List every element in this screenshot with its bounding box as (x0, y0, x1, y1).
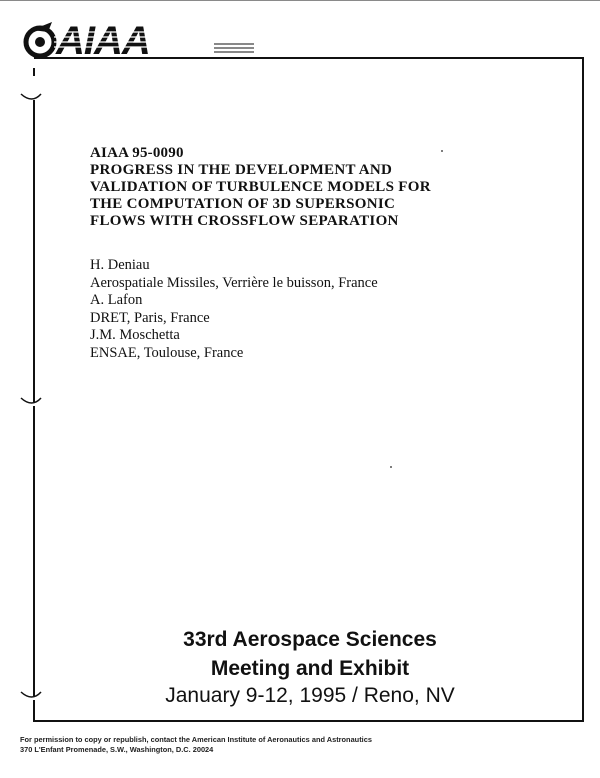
frame-left-lower (33, 406, 35, 696)
paper-title (90, 162, 530, 230)
author-list (90, 257, 378, 362)
title-line: VALIDATION OF TURBULENCE MODELS FOR (90, 179, 431, 195)
title-line: PROGRESS IN THE DEVELOPMENT AND (90, 162, 393, 178)
aiaa-emblem-icon (26, 22, 54, 56)
paper-id: AIAA 95-0090 (90, 145, 184, 161)
author-affiliation: DRET, Paris, France (90, 309, 210, 326)
footer-line: For permission to copy or republish, contact the American Institute of Aeronautics and Astronautics (20, 735, 372, 744)
aiaa-wordmark: AIAA (56, 19, 150, 63)
title-line: FLOWS WITH CROSSFLOW SEPARATION (90, 213, 399, 229)
scan-speck (441, 150, 443, 152)
binding-hook-middle (20, 396, 42, 408)
frame-left-bottom (33, 700, 35, 722)
conference-date-location: January 9-12, 1995 / Reno, NV (165, 684, 455, 707)
frame-mark (33, 68, 35, 76)
footer-line: 370 L'Enfant Promenade, S.W., Washington, D.C. 20024 (20, 745, 214, 754)
author-affiliation: Aerospatiale Missiles, Verrière le buisson, France (90, 274, 378, 291)
conference-name-line2: Meeting and Exhibit (210, 657, 410, 680)
frame-left-upper (33, 100, 35, 402)
author-name: H. Deniau (90, 257, 150, 273)
binding-hook-top (20, 92, 42, 104)
author-name: J.M. Moschetta (90, 327, 180, 343)
title-line: THE COMPUTATION OF 3D SUPERSONIC (90, 196, 396, 212)
scan-speck (390, 466, 392, 468)
author-name: A. Lafon (90, 292, 143, 308)
author-affiliation: ENSAE, Toulouse, France (90, 344, 244, 361)
permission-footer (20, 735, 372, 755)
conference-name-line1: 33rd Aerospace Sciences (183, 628, 437, 651)
top-rule (0, 0, 600, 1)
